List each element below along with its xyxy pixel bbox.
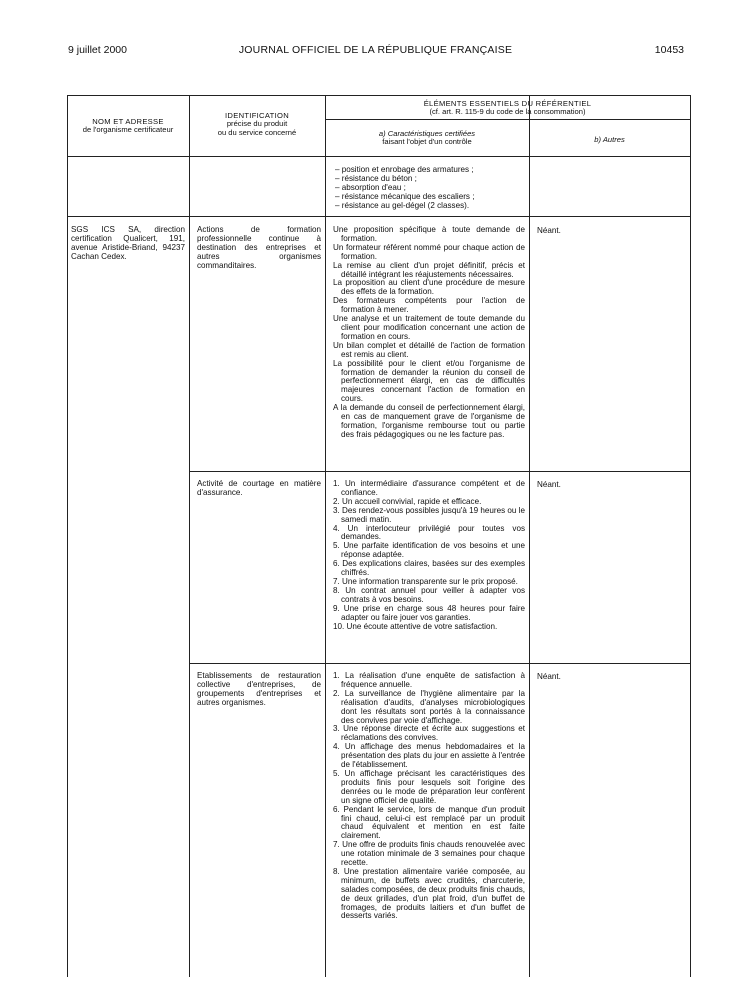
list-item: 8. Une prestation alimentaire variée composée, au minimum, de buffets avec crudités, charcuterie, salades composées, de deux produits finis chauds, de deux grillades, d'un plat froid, d'un buffet de fromages, de produits laitiers et d'un buffet de desserts variés.	[333, 866, 525, 921]
list-item: 4. Un interlocuteur privilégié pour toutes vos demandes.	[333, 523, 525, 542]
list-item: 10. Une écoute attentive de votre satisfaction.	[333, 621, 498, 631]
other-elements: Néant.	[537, 672, 561, 681]
page-number: 10453	[654, 44, 684, 56]
product-identification: Etablissements de restauration collective d'entreprises, de groupements d'entreprises et autres organismes.	[197, 671, 321, 707]
publication-date: 9 juillet 2000	[68, 44, 127, 56]
column-header-identification: IDENTIFICATION précise du produit ou du service concerné	[217, 111, 297, 137]
list-item: 6. Des explications claires, basées sur des exemples chiffrés.	[333, 559, 525, 578]
list-item: Une proposition spécifique à toute demande de formation.	[333, 225, 525, 243]
list-item: 2. La surveillance de l'hygiène alimentaire par la réalisation d'audits, d'analyses microbiologiques dont les résultats sont portés à la connaissance des convives par voie d'affichage.	[333, 688, 525, 725]
list-item: La possibilité pour le client et/ou l'organisme de formation de demander la réunion du conseil de perfectionnement élargi, en cas de difficultés majeures concernant l'action de formation en cours.	[333, 358, 525, 404]
column-divider-2	[325, 95, 326, 977]
list-item: 1. La réalisation d'une enquête de satisfaction à fréquence annuelle.	[333, 671, 525, 689]
list-item: La proposition au client d'une procédure de mesure des effets de la formation.	[333, 278, 525, 297]
column-header-organism: NOM ET ADRESSE de l'organisme certificateur	[82, 117, 174, 135]
column-divider-1	[189, 95, 190, 977]
list-item: Un formateur référent nommé pour chaque action de formation.	[333, 242, 525, 261]
list-item: 5. Un affichage précisant les caractéristiques des produits finis pour lesquels soit l'origine des denrées ou le mode de préparation leur confèrent un signe officiel de qualité.	[333, 768, 525, 805]
list-item: 4. Un affichage des menus hebdomadaires et la présentation des plats du jour en assiette à l'entrée de l'établissement.	[333, 742, 525, 770]
organism-name-address: SGS ICS SA, direction certification Qualicert, 191, avenue Aristide-Briand, 94237 Cachan Cedex.	[71, 225, 185, 261]
list-item: 7. Une offre de produits finis chauds renouvelée avec une rotation minimale de 3 semaines pour chaque recette.	[333, 840, 525, 868]
list-item: 7. Une information transparente sur le prix proposé.	[333, 576, 518, 586]
list-item: 6. Pendant le service, lors de manque d'un produit fini chaud, celui-ci est remplacé par un produit chaud équivalent et mention en est faite clairement.	[333, 804, 525, 841]
column-divider-3	[529, 95, 530, 977]
list-item: – absorption d'eau ;	[335, 182, 406, 192]
list-item: La remise au client d'un projet définitif, précis et détaillé intégrant les réajustements nécessaires.	[333, 260, 525, 279]
column-header-certified-characteristics: a) Caractéristiques certifiées faisant l'objet d'un contrôle	[378, 129, 476, 147]
list-item: – position et enrobage des armatures ;	[335, 165, 474, 174]
list-item: 5. Une parfaite identification de vos besoins et une réponse adaptée.	[333, 541, 525, 560]
table-border-top	[67, 95, 691, 96]
certified-characteristics	[333, 480, 525, 631]
other-elements: Néant.	[537, 226, 561, 235]
product-identification: Actions de formation professionnelle continue à destination des entreprises et autres organismes commanditaires.	[197, 225, 321, 270]
certified-characteristics	[333, 672, 525, 921]
page-header	[0, 0, 751, 60]
product-identification: Activité de courtage en matière d'assurance.	[197, 479, 321, 497]
list-item: 3. Des rendez-vous possibles jusqu'à 19 heures ou le samedi matin.	[333, 505, 525, 524]
list-item: 1. Un intermédiaire d'assurance compétent et de confiance.	[333, 479, 525, 497]
list-item: 3. Une réponse directe et écrite aux suggestions et réclamations des convives.	[333, 724, 525, 743]
journal-title: JOURNAL OFFICIEL DE LA RÉPUBLIQUE FRANÇAISE	[238, 44, 513, 56]
list-item: 8. Un contrat annuel pour veiller à adapter vos contrats à vos besoins.	[333, 585, 525, 604]
list-item: Une analyse et un traitement de toute demande du client pour modification concernant une action de formation en cours.	[333, 314, 525, 341]
header-bottom-line	[67, 156, 691, 157]
other-elements: Néant.	[537, 480, 561, 489]
list-item: – résistance du béton ;	[335, 173, 417, 183]
header-split-line	[325, 119, 691, 120]
referential-table	[67, 95, 691, 977]
column-header-others: b) Autres	[594, 135, 625, 144]
list-item: – résistance mécanique des escaliers ;	[335, 191, 475, 201]
list-item: Des formateurs compétents pour l'action de formation à mener.	[333, 296, 525, 315]
continued-characteristics-list	[335, 166, 525, 211]
row-divider	[67, 216, 691, 217]
list-item: A la demande du conseil de perfectionnement élargi, en cas de manquement grave de l'organisme de formation, l'organisme rembourse tout ou partie des frais pédagogiques ou ne les facture pas.	[333, 403, 525, 439]
list-item: 2. Un accueil convivial, rapide et efficace.	[333, 496, 482, 506]
table-border-left	[67, 95, 68, 977]
certified-characteristics	[333, 226, 525, 440]
row-divider	[189, 471, 691, 472]
list-item: 9. Une prise en charge sous 48 heures pour faire adapter ou faire jouer vos garanties.	[333, 603, 525, 622]
column-header-referential: ÉLÉMENTS ESSENTIELS DU RÉFÉRENTIEL (cf. art. R. 115-9 du code de la consommation)	[423, 99, 592, 117]
table-border-right	[690, 95, 691, 977]
list-item: – résistance au gel-dégel (2 classes).	[335, 200, 470, 210]
row-divider	[189, 663, 691, 664]
list-item: Un bilan complet et détaillé de l'action de formation est remis au client.	[333, 340, 525, 359]
